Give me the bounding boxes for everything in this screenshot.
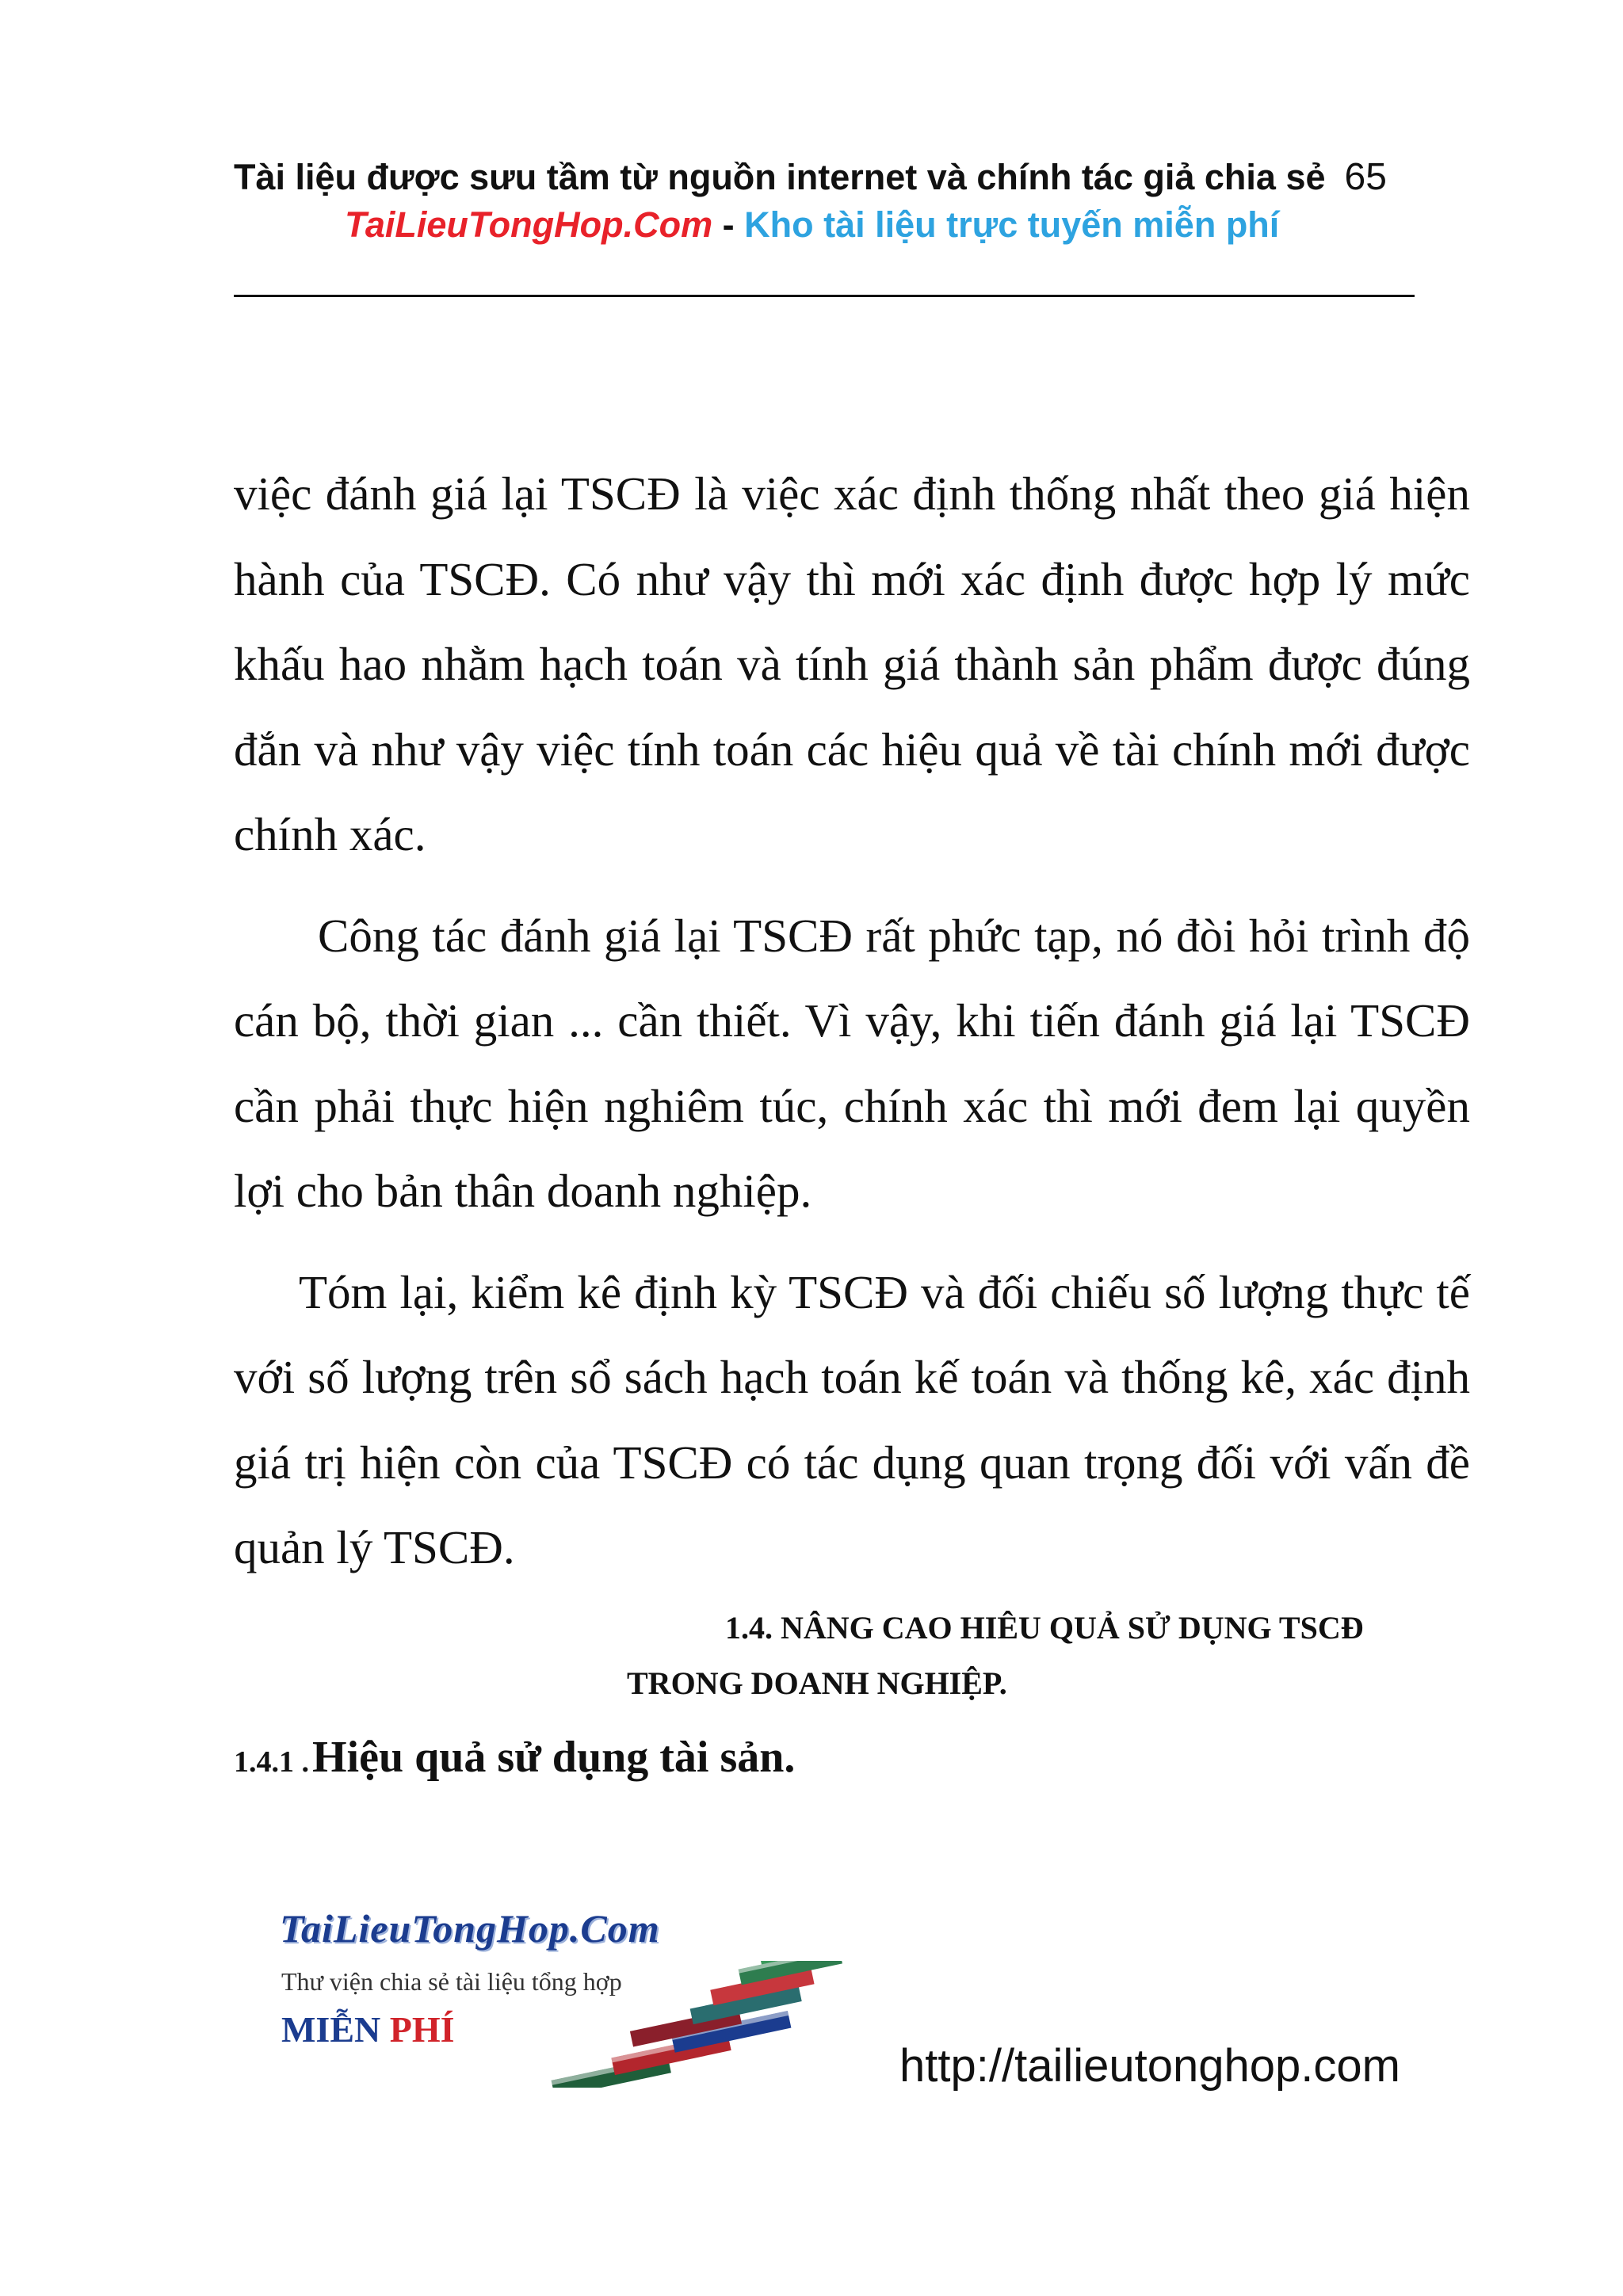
subsection-heading: [234, 1726, 1470, 1800]
subsection-title: Hiệu quả sử dụng tài sản.: [312, 1733, 796, 1782]
book-stack-icon: [511, 1961, 892, 2088]
header-separator: -: [722, 204, 735, 245]
logo-free-part1: MIỄN: [281, 2009, 381, 2050]
header-source-text: Tài liệu được sưu tầm từ nguồn internet và chính tác giả chia sẻ: [234, 157, 1326, 197]
subsection-number: 1.4.1 .: [234, 1745, 309, 1779]
section-heading-line-1: 1.4. NÂNG CAO HIÊU QUẢ SỬ DỤNG TSCĐ: [725, 1610, 1364, 1646]
header-source-line: [234, 154, 1470, 201]
paragraph-3: Tóm lại, kiểm kê định kỳ TSCĐ và đối chiếu số lượng thực tế với số lượng trên sổ sách hạch toán kế toán và thống kê, xác định giá trị hiện còn của TSCĐ có tác dụng quan trọng đối với vấn đề quản lý TSCĐ.: [234, 1265, 1470, 1573]
logo-free-label: [281, 2008, 455, 2050]
page-number: 65: [1344, 156, 1387, 198]
logo-tagline: Thư viện chia sẻ tài liệu tổng hợp: [281, 1967, 622, 1996]
site-logo[interactable]: [273, 1905, 892, 2088]
header-site-name[interactable]: TaiLieuTongHop.Com: [345, 204, 713, 245]
section-heading-line-2: TRONG DOANH NGHIỆP.: [627, 1665, 1007, 1701]
logo-name: TaiLieuTongHop.Com: [280, 1906, 660, 1951]
page-header: [234, 154, 1470, 249]
header-site-tagline: Kho tài liệu trực tuyến miễn phí: [744, 204, 1280, 245]
header-divider: [234, 295, 1415, 297]
body-text: [234, 452, 1470, 1591]
footer-url-link[interactable]: http://tailieutonghop.com: [899, 2040, 1400, 2092]
section-heading: [234, 1600, 1470, 1711]
paragraph-1: việc đánh giá lại TSCĐ là việc xác định thống nhất theo giá hiện hành của TSCĐ. Có như vậy thì mới xác định được hợp lý mức khấu hao nhằm hạch toán và tính giá thành sản phẩm được đúng đắn và như vậy việc tính toán các hiệu quả về tài chính mới được chính xác.: [234, 467, 1470, 860]
header-site-line: [345, 201, 1470, 249]
logo-free-part2: PHÍ: [389, 2009, 455, 2050]
paragraph-2: Công tác đánh giá lại TSCĐ rất phức tạp, nó đòi hỏi trình độ cán bộ, thời gian ... cần thiết. Vì vậy, khi tiến đánh giá lại TSCĐ cần phải thực hiện nghiêm túc, chính xác thì mới đem lại quyền lợi cho bản thân doanh nghiệp.: [234, 909, 1470, 1217]
